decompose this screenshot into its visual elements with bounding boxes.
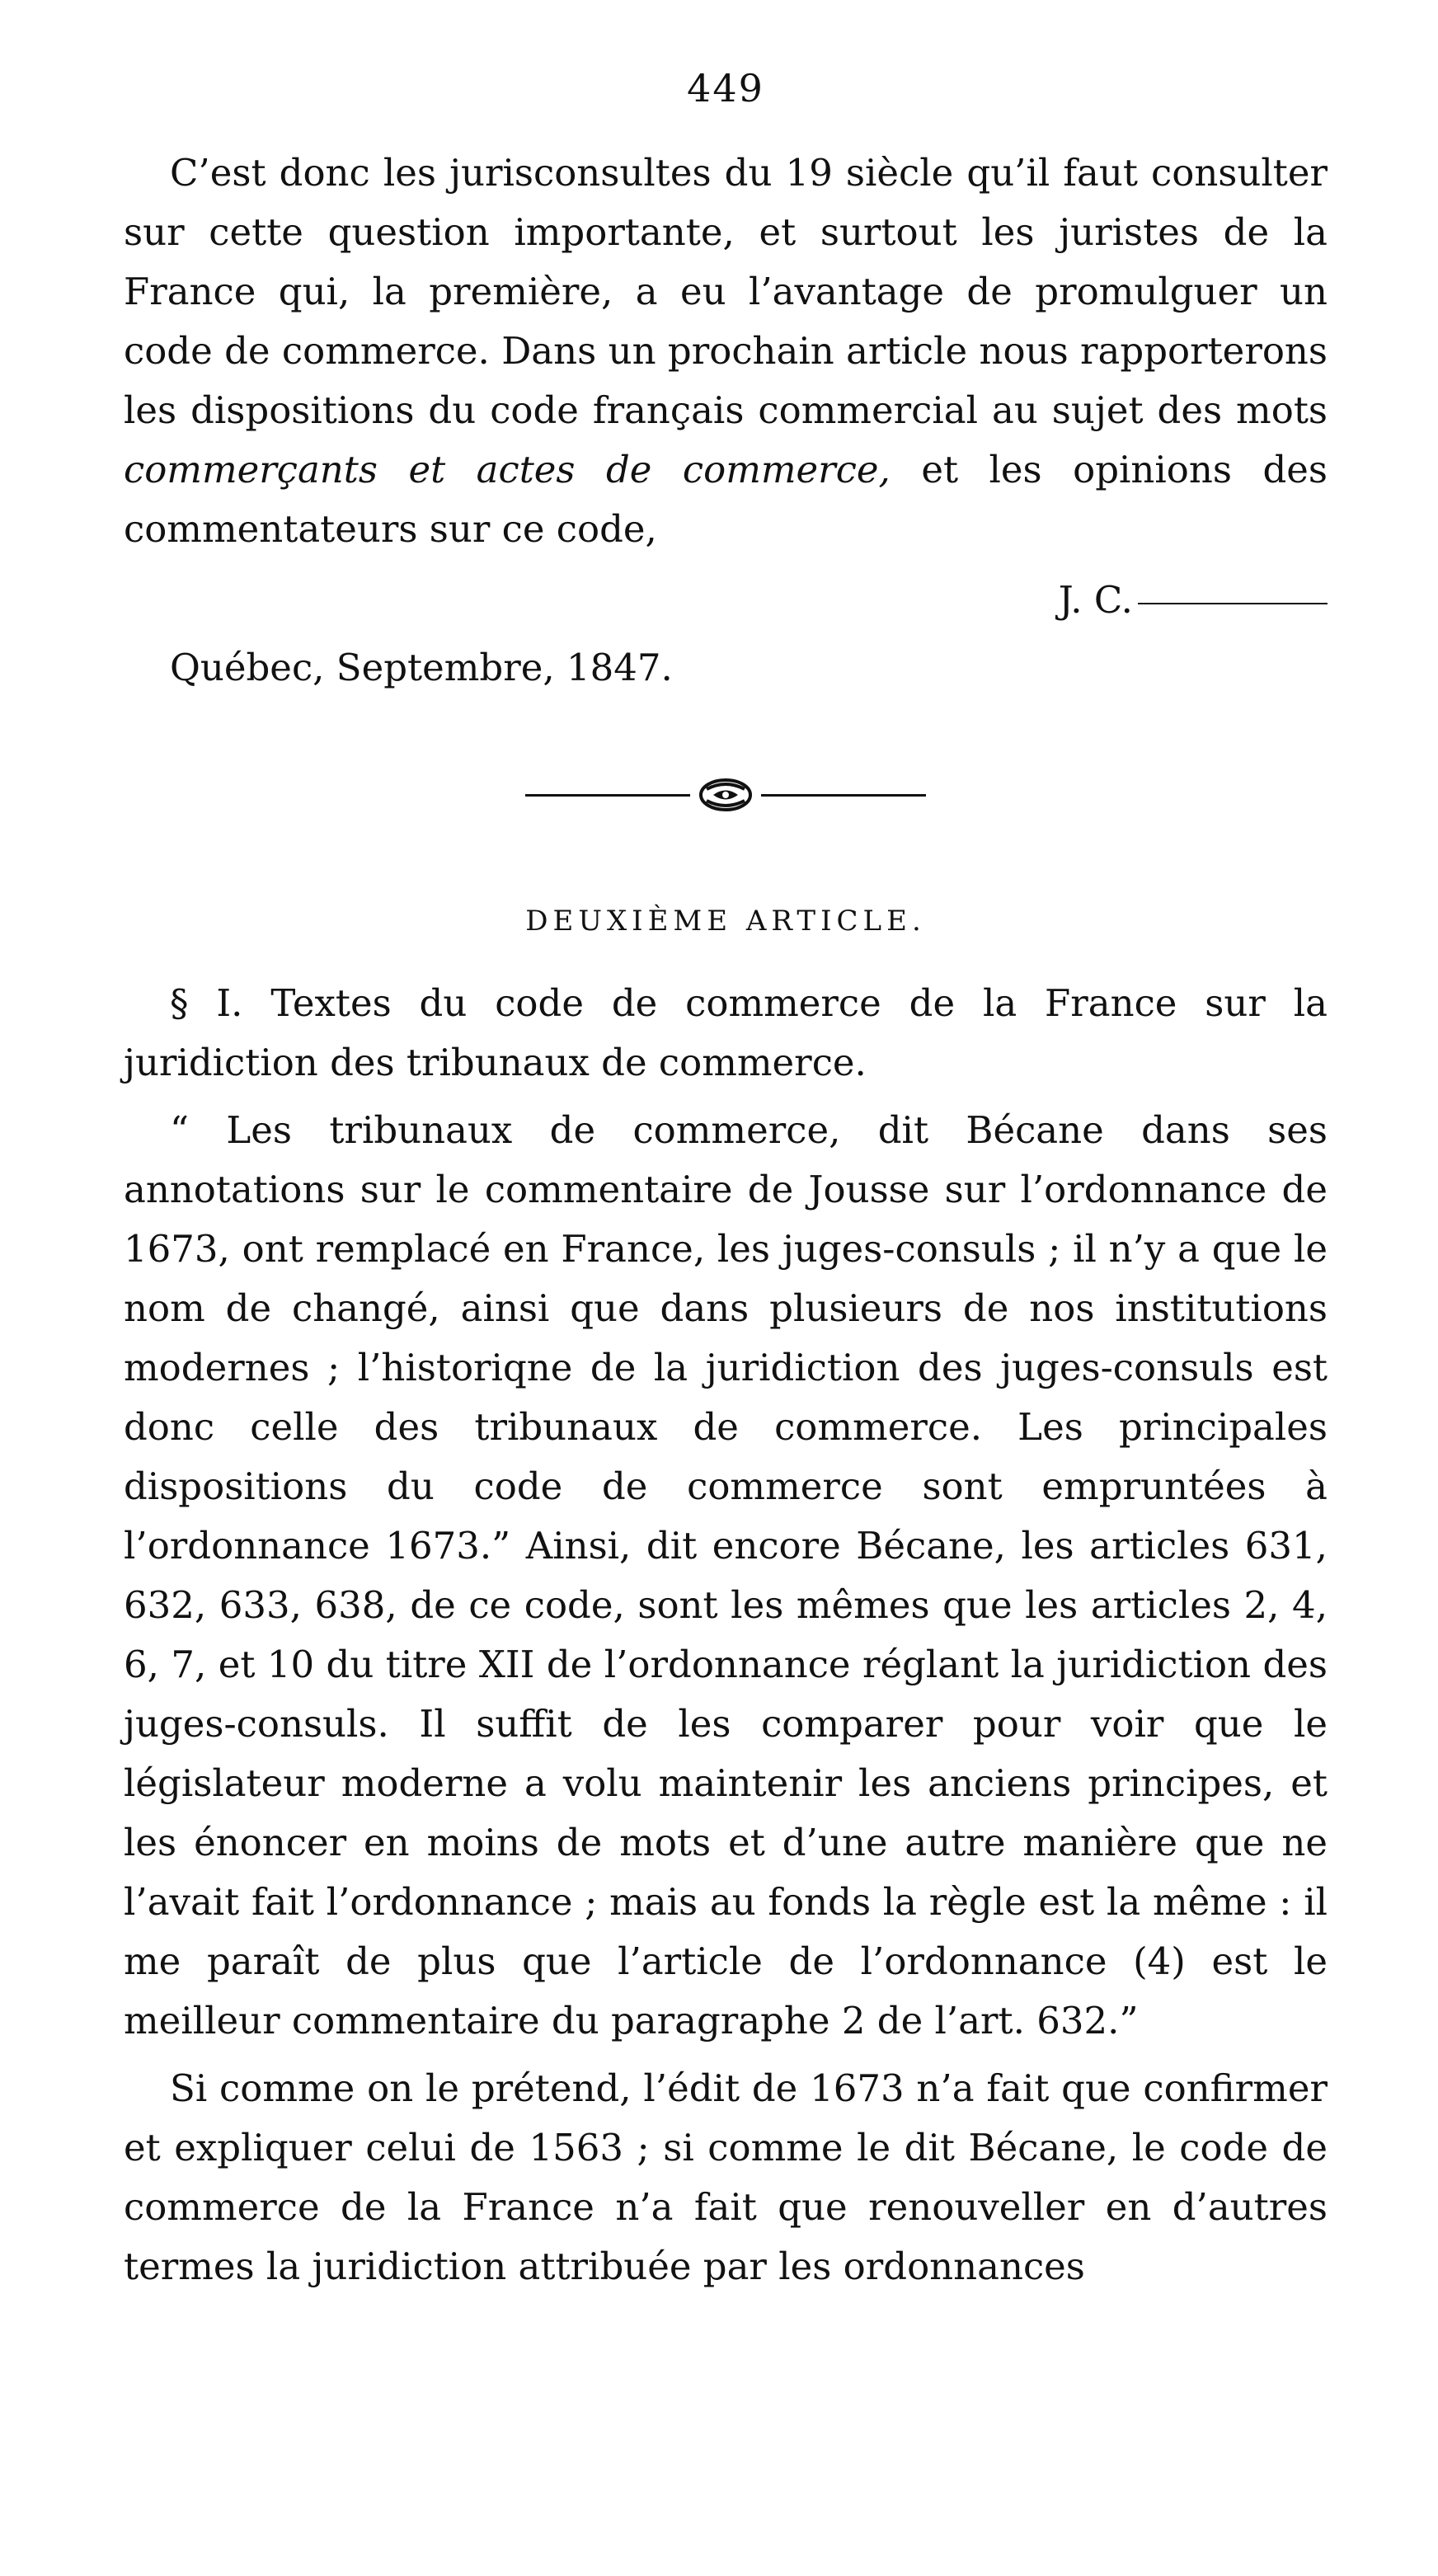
paragraph-intro-text-b: et les opinions des commentateurs sur ce code, [124, 448, 1328, 551]
ornament-right-rule [761, 794, 926, 797]
paragraph-continuation: Si comme on le prétend, l’édit de 1673 n’a fait que confirmer et expliquer celui de 1563 ; si comme le dit Bécane, le code de commerce de la France n’a fait que renouveller en d’autres termes la juridiction attribuée par les ordonnances [124, 2066, 1328, 2288]
paragraph-intro-text-a: C’est donc les jurisconsultes du 19 siècle qu’il faut consulter sur cette question importante, et surtout les juristes de la France qui, la première, a eu l’avantage de promulguer un code de commerce. Dans un prochain article nous rapporterons les dispositions du code français commercial au sujet des mots [124, 151, 1328, 432]
paragraph-intro [124, 143, 1328, 559]
paragraph-intro-italic: commerçants et actes de commerce, [124, 448, 891, 491]
signature-initials: J. C. [1058, 578, 1133, 622]
dateline: Québec, Septembre, 1847. [170, 646, 673, 689]
section-heading: DEUXIÈME ARTICLE. [525, 905, 926, 938]
paragraph-section-title: § I. Textes du code de commerce de la France sur la juridiction des tribunaux de commerce. [124, 981, 1328, 1084]
ornament-flourish-icon [697, 776, 754, 814]
section-ornament [124, 776, 1328, 814]
signature [124, 571, 1328, 630]
paragraph-quotation: “ Les tribunaux de commerce, dit Bécane dans ses annotations sur le commentaire de Jousse sur l’ordonnance de 1673, ont remplacé en France, les juges-consuls ; il n’y a que le nom de changé, ainsi que dans plusieurs de nos institutions modernes ; l’historiqne de la juridiction des juges-consuls est donc celle des tribunaux de commerce. Les principales dispositions du code de commerce sont empruntées à l’ordonnance 1673.” Ainsi, dit encore Bécane, les articles 631, 632, 633, 638, de ce code, sont les mêmes que les articles 2, 4, 6, 7, et 10 du titre XII de l’ordonnance réglant la juridiction des juges-consuls. Il suffit de les comparer pour voir que le législateur moderne a volu maintenir les anciens principes, et les énoncer en moins de mots et d’une autre manière que ne l’avait fait l’ordonnance ; mais au fonds la règle est la même : il me paraît de plus que l’article de l’ordonnance (4) est le meilleur commentaire du paragraphe 2 de l’art. 632.” [124, 1108, 1328, 2042]
page-number: 449 [687, 66, 764, 110]
signature-rule [1138, 603, 1328, 604]
document-page [124, 66, 1328, 2296]
ornament-left-rule [525, 794, 690, 797]
